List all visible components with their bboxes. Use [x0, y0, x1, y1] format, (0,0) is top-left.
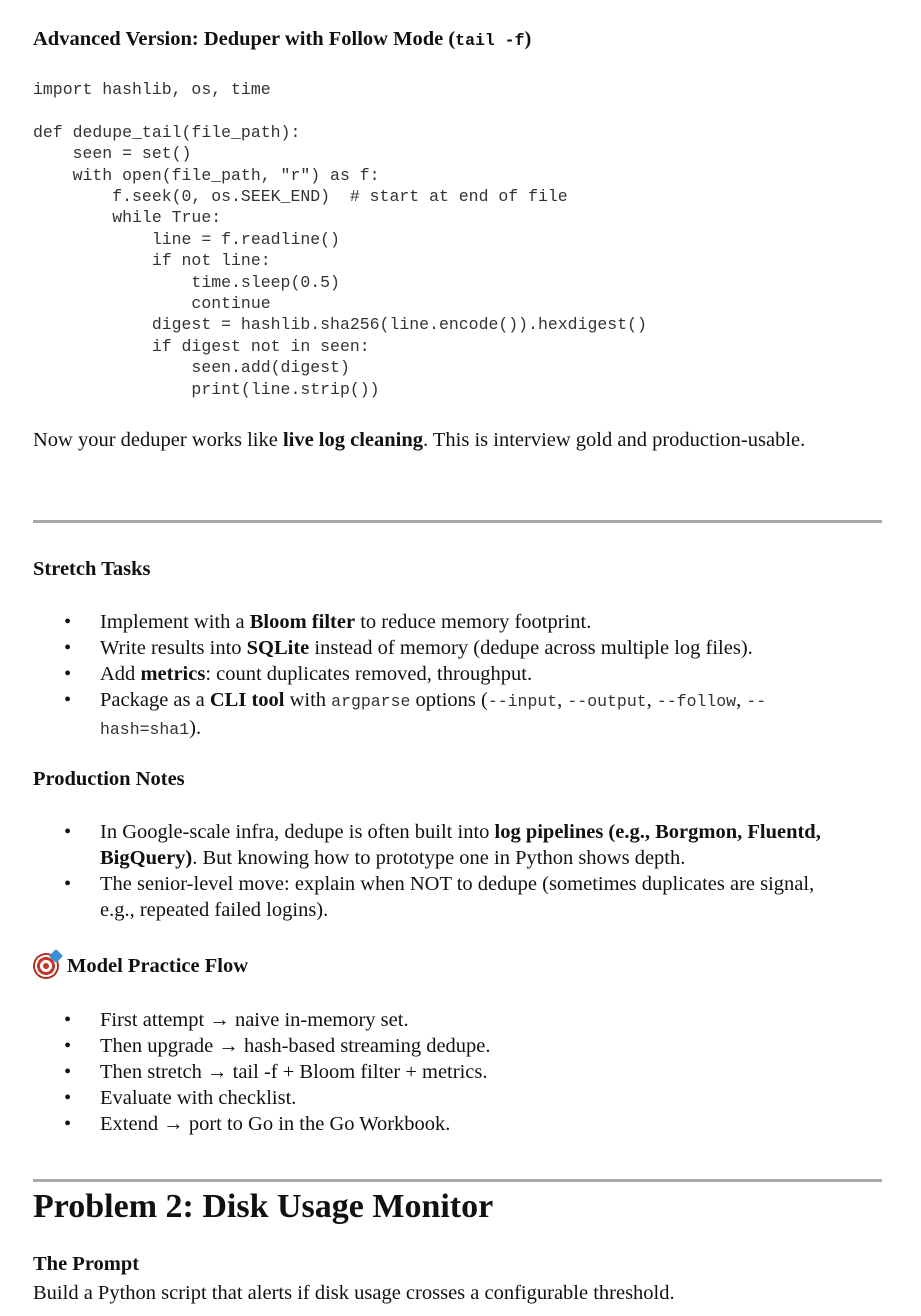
- heading-text: Model Practice Flow: [67, 954, 249, 977]
- divider: [33, 520, 882, 523]
- inline-code: argparse: [331, 692, 411, 711]
- inline-code: --follow: [656, 692, 737, 711]
- code-block: import hashlib, os, time def dedupe_tail(file_path): seen = set() with open(file_path, "r") as f: f.seek(0, os.SEEK_END) # start at end of file while True: line = f.readline() if not line: time.sleep(0.5) continue digest = hashlib.sha256(line.encode()).hexdigest() if digest not in seen: seen.add(digest) print(line.strip()): [33, 80, 647, 399]
- text: to reduce memory footprint.: [355, 611, 592, 633]
- text: Package as a: [100, 689, 210, 711]
- direct-hit-target-icon: [33, 953, 59, 979]
- text: ,: [646, 689, 657, 711]
- problem-2-title: Problem 2: Disk Usage Monitor: [33, 1188, 494, 1225]
- text: . This is interview gold and production-usable.: [423, 429, 806, 451]
- divider: [33, 1179, 882, 1182]
- list-item: [33, 609, 853, 635]
- list-item: [33, 661, 853, 687]
- text: options (: [410, 689, 488, 711]
- heading-text-end: ): [524, 28, 532, 50]
- advanced-version-heading: [33, 28, 531, 51]
- prompt-text: Build a Python script that alerts if disk usage crosses a configurable threshold.: [33, 1282, 675, 1304]
- bold-text: SQLite: [246, 637, 310, 659]
- list-item: [33, 635, 853, 661]
- stretch-tasks-list: [33, 609, 853, 743]
- prompt-heading: The Prompt: [33, 1253, 140, 1275]
- list-item: [33, 687, 853, 743]
- bold-text: Bloom filter: [249, 611, 356, 633]
- text: Write results into: [100, 637, 247, 659]
- text: . But knowing how to prototype one in Python shows depth.: [192, 847, 686, 869]
- text: Now your deduper works like: [33, 429, 283, 451]
- inline-code: --hash=sha1: [100, 692, 767, 739]
- bold-text: CLI tool: [209, 689, 285, 711]
- list-item: • Then upgrade → hash-based streaming dedupe.: [33, 1033, 853, 1059]
- bold-text: live log cleaning: [282, 429, 424, 451]
- list-item: • First attempt → naive in-memory set.: [33, 1007, 853, 1033]
- list-item: [33, 819, 853, 871]
- text: Add: [100, 663, 141, 685]
- bold-text: metrics: [140, 663, 206, 685]
- text: Implement with a: [100, 611, 250, 633]
- text: ,: [557, 689, 568, 711]
- text: The senior-level move: explain when NOT to dedupe (sometimes duplicates are signal, e.g., repeated failed logins).: [100, 873, 815, 921]
- list-item: • Extend → port to Go in the Go Workbook.: [33, 1111, 853, 1137]
- text: In Google-scale infra, dedupe is often built into: [100, 821, 495, 843]
- text: ).: [189, 717, 202, 739]
- text: : count duplicates removed, throughput.: [205, 663, 533, 685]
- text: ,: [736, 689, 747, 711]
- stretch-tasks-heading: Stretch Tasks: [33, 558, 151, 580]
- production-notes-heading: Production Notes: [33, 768, 185, 790]
- bold-text: log pipelines (e.g., Borgmon, Fluentd, BigQuery): [100, 821, 821, 869]
- inline-code: --input: [487, 692, 558, 711]
- summary-paragraph: [33, 427, 833, 453]
- production-notes-list: [33, 819, 853, 923]
- heading-code: tail -f: [455, 31, 525, 50]
- list-item: [33, 871, 853, 923]
- practice-flow-list: [33, 1007, 853, 1137]
- heading-text: Advanced Version: Deduper with Follow Mode (: [33, 28, 456, 50]
- model-practice-flow-heading: [33, 953, 248, 979]
- list-item: • Then stretch → tail -f + Bloom filter + metrics.: [33, 1059, 853, 1085]
- list-item: • Evaluate with checklist.: [33, 1085, 853, 1111]
- text: with: [284, 689, 332, 711]
- text: instead of memory (dedupe across multiple log files).: [309, 637, 753, 659]
- inline-code: --output: [567, 692, 647, 711]
